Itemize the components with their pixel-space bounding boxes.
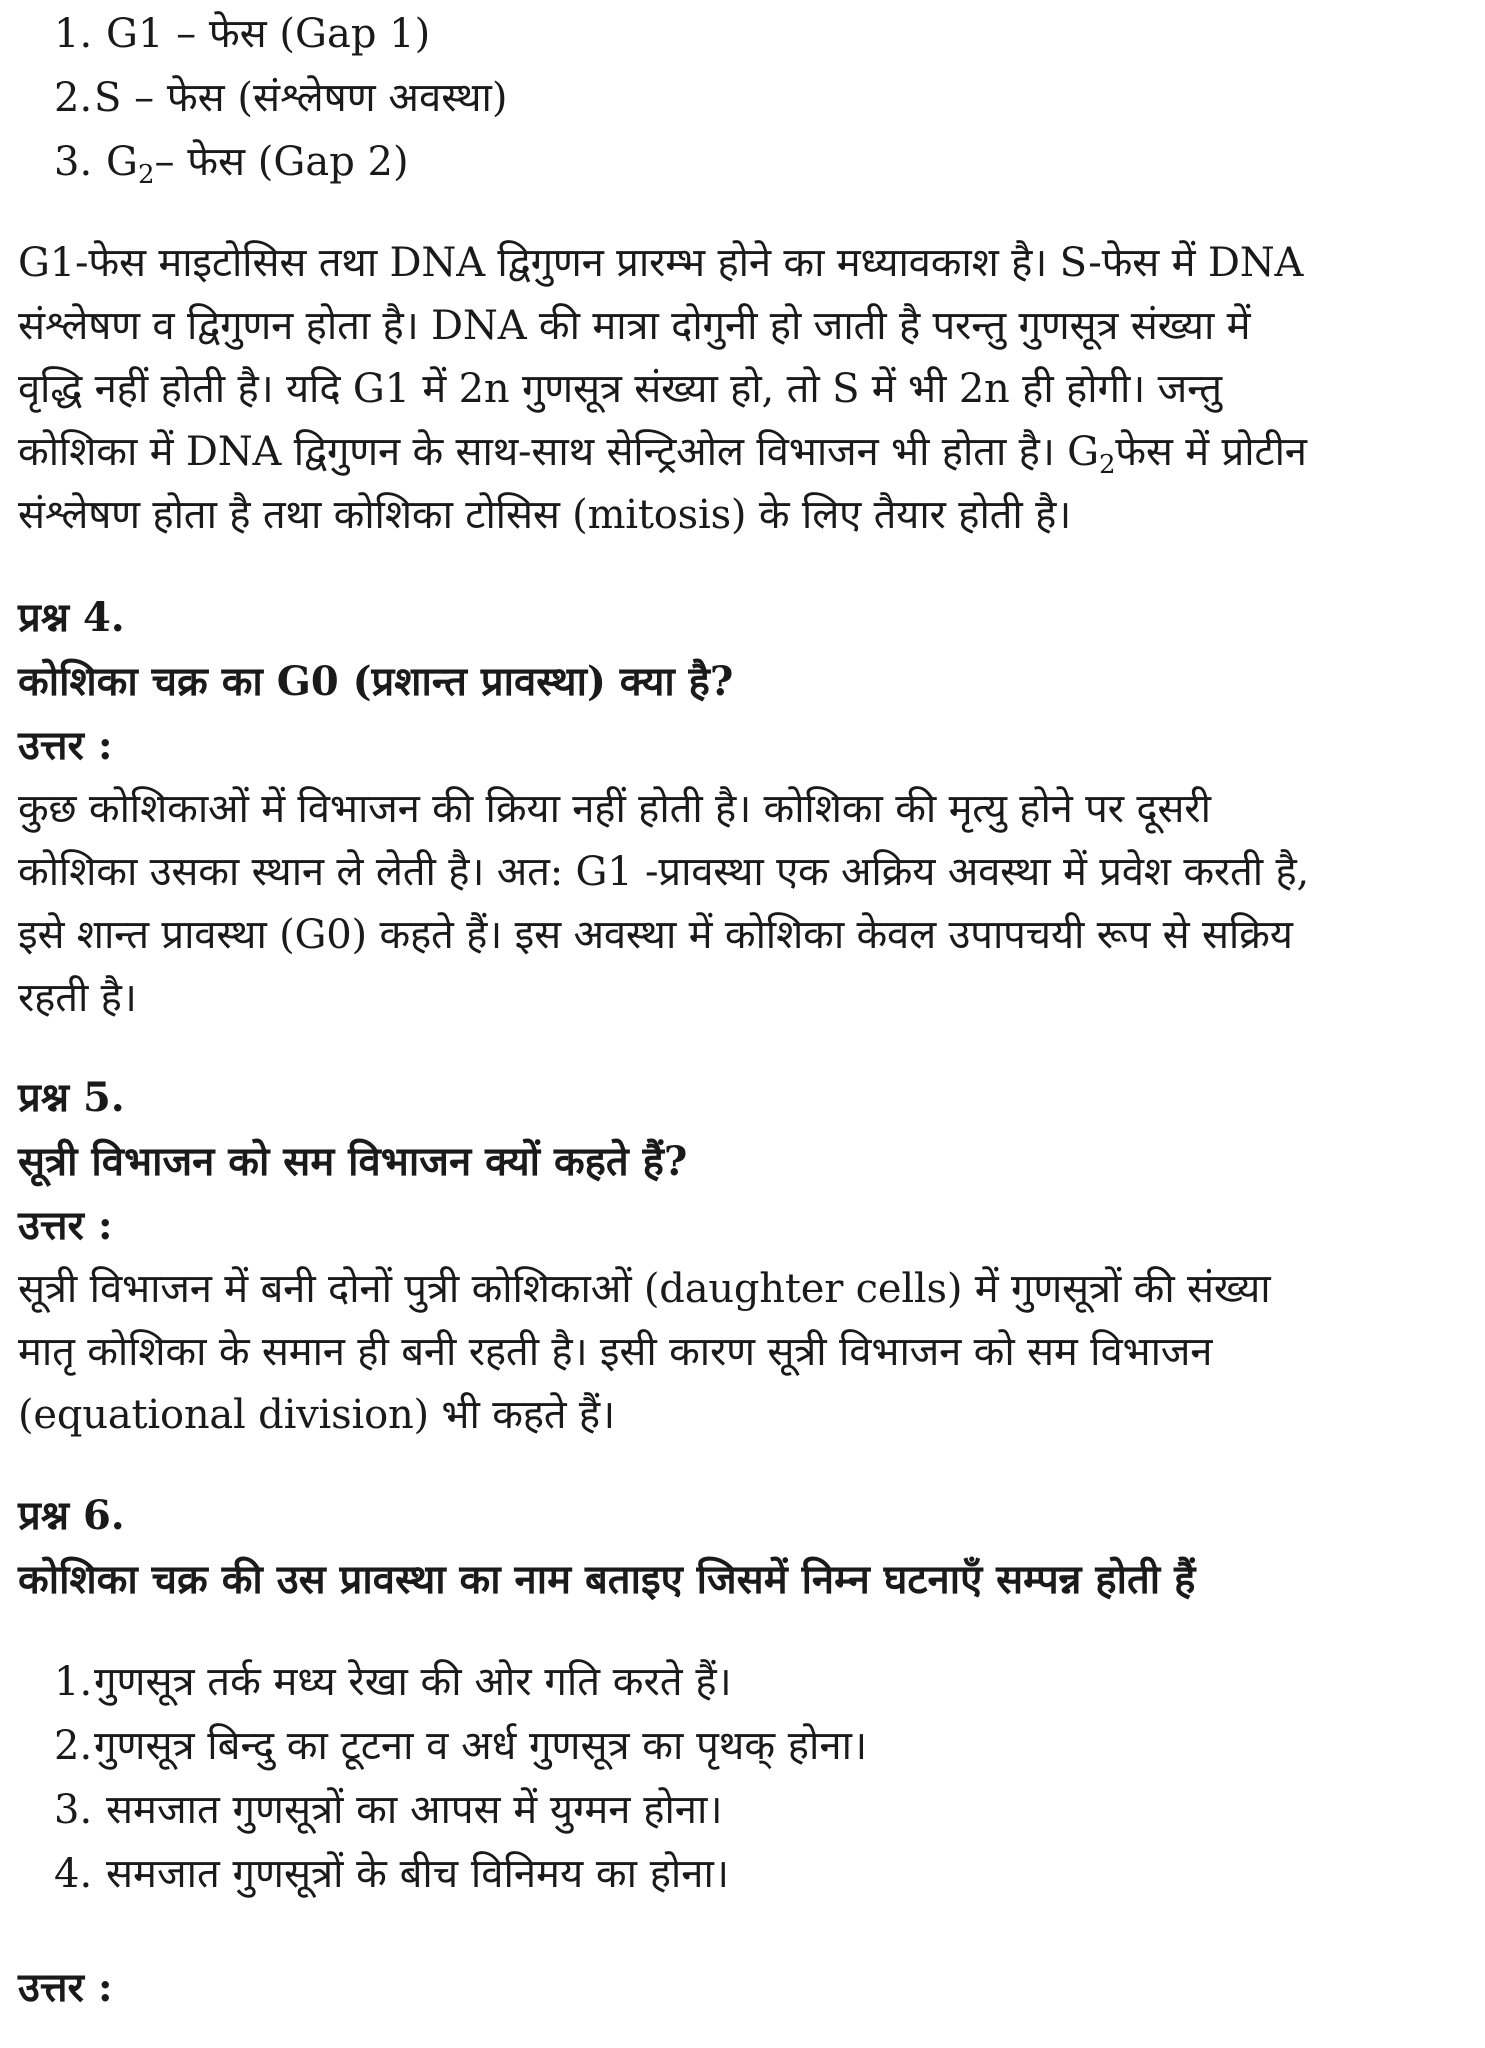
list-item: 1. G1 – फेस (Gap 1)	[54, 11, 431, 57]
list-item: 4. समजात गुणसूत्रों के बीच विनिमय का होना।	[54, 1851, 730, 1897]
question-text: कोशिका चक्र की उस प्रावस्था का नाम बताइए जिसमें निम्न घटनाएँ सम्पन्न होती हैं	[18, 1556, 1196, 1603]
answer-text: सूत्री विभाजन में बनी दोनों पुत्री कोशिकाओं (daughter cells) में गुणसूत्रों की संख्या मातृ कोशिका के समान ही बनी रहती है। इसी कारण सूत्री विभाजन को सम विभाजन (equational division) भी कहते हैं।	[18, 1266, 1271, 1438]
answer-text: कुछ कोशिकाओं में विभाजन की क्रिया नहीं होती है। कोशिका की मृत्यु होने पर दूसरी कोशिका उसका स्थान ले लेती है। अत: G1 -प्रावस्था एक अक्रिय अवस्था में प्रवेश करती है, इसे शान्त प्रावस्था (G0) कहते हैं। इस अवस्था में कोशिका केवल उपापचयी रूप से सक्रिय रहती है।	[18, 786, 1310, 1021]
list-item: 2.गुणसूत्र बिन्दु का टूटना व अर्ध गुणसूत्र का पृथक् होना।	[54, 1723, 868, 1769]
question-6-block	[18, 1484, 1195, 1612]
intro-paragraph: G1-फेस माइटोसिस तथा DNA द्विगुणन प्रारम्भ होने का मध्यावकाश है। S-फेस में DNA संश्लेषण व द्विगुणन होता है। DNA की मात्रा दोगुनी हो जाती है परन्तु गुणसूत्र संख्या में वृद्धि नहीं होती है। यदि G1 में 2n गुणसूत्र संख्या हो, तो S में भी 2n ही होगी। जन्तु कोशिका में DNA द्विगुणन के साथ-साथ सेन्ट्रिओल विभाजन भी होता है। $G_2फेस$ में प्रोटीन संश्लेषण होता है तथा कोशिका टोसिस (mitosis) के लिए तैयार होती है।	[18, 240, 1307, 538]
question-4-block	[18, 586, 1309, 1030]
list-item: 1.गुणसूत्र तर्क मध्य रेखा की ओर गति करते हैं।	[54, 1659, 732, 1705]
phase-list	[18, 2, 508, 194]
question-5-block	[18, 1066, 1270, 1447]
question-label: प्रश्न 6.	[18, 1492, 125, 1539]
event-list	[18, 1650, 867, 1906]
question-text: सूत्री विभाजन को सम विभाजन क्यों कहते हैं?	[18, 1138, 688, 1185]
question-label: प्रश्न 4.	[18, 594, 125, 641]
answer-label: उत्तर :	[18, 1964, 113, 2011]
answer-label: उत्तर :	[18, 1202, 113, 1249]
question-text: कोशिका चक्र का G0 (प्रशान्त प्रावस्था) क्या है?	[18, 658, 734, 705]
list-item: 3. समजात गुणसूत्रों का आपस में युग्मन होना।	[54, 1787, 723, 1833]
list-item: 2.S – फेस (संश्लेषण अवस्था)	[54, 75, 508, 121]
question-label: प्रश्न 5.	[18, 1074, 125, 1121]
answer-label: उत्तर :	[18, 722, 113, 769]
list-item: 3. $G_2-$ फेस (Gap 2)	[54, 139, 409, 190]
